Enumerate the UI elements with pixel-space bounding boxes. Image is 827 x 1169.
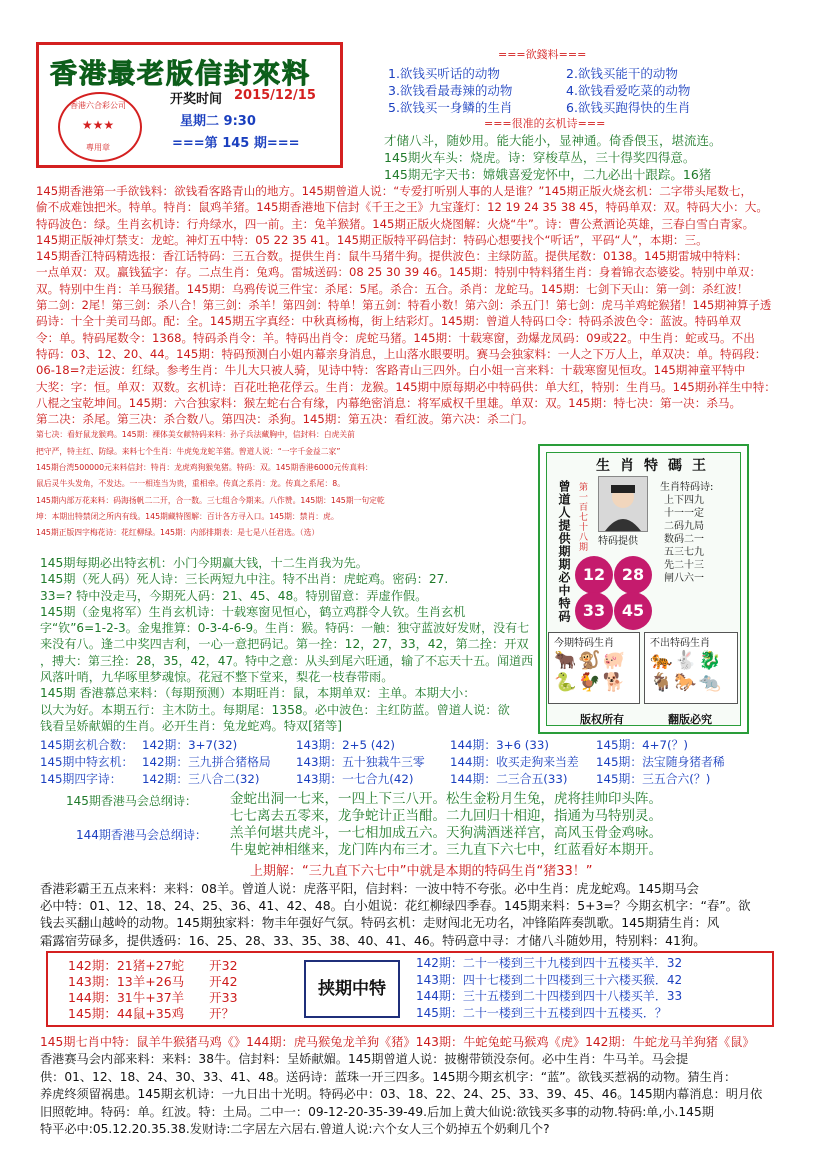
poem-line: 羔羊何堪共虎斗，一七相加成五六。天狗满酒迷祥宫，高风玉骨金鸡咏。 <box>230 825 662 841</box>
money-item: 2.欲钱买能干的动物 <box>566 66 678 81</box>
special-ball: 12 <box>575 556 613 594</box>
verse-line: 十一一定 <box>664 508 704 519</box>
table-cell: 145期：法宝随身猪者稀 <box>596 755 725 769</box>
bottom-left-row: 145期：44鼠+35鸡 开？ <box>68 1006 235 1021</box>
table-cell: 142期：三八合二(32) <box>142 772 260 786</box>
green-line: 145期（金鬼将军）生肖玄机诗：十载寒窗见恒心，鹤立鸡群令人钦。生肖玄机 <box>40 604 466 619</box>
center-label-box: 挟期中特 <box>304 960 400 1018</box>
copyright-right: 翻版必究 <box>668 713 712 726</box>
draw-issue: ===第 145 期=== <box>172 136 300 151</box>
racing-poem-145 <box>230 791 662 825</box>
special-ball: 45 <box>614 592 652 630</box>
table-row-label: 145期玄机合数： <box>40 738 134 752</box>
body-line: 八棍之宝乾坤间。145期：六合独家料：猴左蛇右合有缘，内幕绝密消息：将军威权千里雄。单双：双。145期：特七决：第一决：杀马。 <box>36 395 742 410</box>
body-line: 第二剑：2尾！第三剑：杀八合！第三剑：杀羊！第四剑：特单！第五剑：特看小数！第六剑：杀五门！第七剑：虎马羊鸡蛇猴猪！145期神算子透 <box>36 298 772 313</box>
body-line: 145期内部万花来料：码海扬帆二二开，合一数。三七组合今期来。八作赞。145期：145期一句定乾 <box>36 495 385 505</box>
table-cell: 145期：4+7(？) <box>596 738 689 752</box>
history-table <box>40 736 780 787</box>
king-vertical-left: 曾道人提供期期必中特码 <box>557 480 571 623</box>
body-line: 一点单双：双。赢钱猛字：存。二点生肖：兔鸡。雷城送码：08 25 30 39 46。145期：特别中特料猪生肖：身着锦衣态婆娑。特别中单双： <box>36 265 762 280</box>
bottom-left-row: 143期：13羊+26马 开42 <box>68 974 238 989</box>
final-line: 香港赛马会内部来料：来料：38牛。信封料：呈娇献媚。145期曾道人说：披榭带锁没奈何。必中生肖：牛马羊。马会提 <box>40 1052 689 1067</box>
green-line: 33=? 特中没走马，今期死人码：21、45、48。特别留意：弄虚作假。 <box>40 588 428 603</box>
copyright-left: 版权所有 <box>580 713 624 726</box>
body-line: 第二决：杀尾。第三决：杀合数八。第四决：杀狗。145期：第五决：看红波。第六决：杀二门。 <box>36 412 534 427</box>
body-line: 第七决：看好鼠龙猴鸡。145期：裸体美女献特码来料：孙子兵法藏胸中，信封料：白虎关前 <box>36 430 355 440</box>
bottom-para-line: 香港彩霸王五点来料：来料：08羊。曾道人说：虎落平阳，信封料：一波中特不夸张。必中生肖：虎龙蛇鸡。145期马会 <box>40 881 699 896</box>
month-zodiac-label: 今期特码生肖 <box>554 638 614 649</box>
poem-title: ===很准的玄机诗=== <box>484 117 606 130</box>
body-line: 145期香港第一手欲钱料：欲钱看客路青山的地方。145期曾道人说：“专爱打听别人事的人是谁？”145期正版火烧玄机：二字带头尾数七， <box>36 184 753 198</box>
body-line: 偷不成难蚀把米。特单。特肖：鼠鸡羊猪。145期香港地下信封《千王之王》九宝蓬灯：12 19 24 35 38 45，特码单双：双。特码大小：大。 <box>36 200 768 215</box>
table-cell: 143期：2+5 (42) <box>296 738 395 752</box>
bottom-right-row: 143期：四十七楼到二十四楼到三十六楼买猴．42 <box>416 972 683 987</box>
bottom-right-row: 145期：二十一楼到三十五楼到四十五楼买．？ <box>416 1005 667 1020</box>
final-line: 养虎终须留祸患。145期玄机诗：一九日出十光明。特码必中：03、18、22、24、25、33、39、45、46。145期内幕消息：明月依 <box>40 1087 763 1102</box>
last-issue-hint: 上期解：“三九直下六七中”中就是本期的特码生肖“猪33！” <box>250 864 593 879</box>
verse-line: 闸八六一 <box>664 573 704 584</box>
portrait-image <box>598 476 648 532</box>
special-ball: 33 <box>575 592 613 630</box>
table-row-label: 145期四字诗： <box>40 772 122 786</box>
final-paragraph <box>40 1034 785 1138</box>
body-line: 令：单。特码尾数令：1368。特码杀肖令：羊。特码出肖令：虎蛇马猪。145期：十载寒窗，劲爆龙凤码：09或22。中生肖：蛇或马。不出 <box>36 330 755 345</box>
money-title: ===欲錢料=== <box>498 48 587 61</box>
verse-column <box>664 494 704 585</box>
racing-poem-144-label: 144期香港马会总纲诗： <box>76 828 207 842</box>
body-line: 145期香江特码精选报：香江话特码：三五合数。提供生肖：鼠牛马猪牛狗。提供波色：主绿防蓝。提供尾数：0138。145期雷城中特料： <box>36 249 748 264</box>
bottom-left-row: 144期：31牛+37羊 开33 <box>68 990 238 1005</box>
portrait-label: 特码提供 <box>598 536 638 547</box>
table-cell: 145期：三五合六(？) <box>596 772 711 786</box>
bottom-right-list <box>416 955 682 1021</box>
money-item: 6.欲钱买跑得快的生肖 <box>566 100 691 115</box>
no-zodiac-label: 不出特码生肖 <box>650 638 710 649</box>
final-line: 供：01、12、18、24、30、33、41、48。送码诗：蓝珠一开三四多。145期今期玄机字：“蓝”。欲钱买惹祸的动物。猜生肖： <box>40 1069 737 1084</box>
table-cell: 142期：三九拼合猪格局 <box>142 755 271 769</box>
verse-line: 上下四九 <box>664 495 704 506</box>
seal-bottom-text: 專用章 <box>86 143 110 152</box>
poem-line: 145期无字天书：嫦娥喜爱宠怀中，二九必出十跟踪。16猪 <box>384 167 712 182</box>
body-line: 06-18=?走运波：红绿。参考生肖：牛儿大只被人骑，见诗中特：客路青山三四外。白小姐一言来料：十载寒窗见恒攻。145期神童平特中 <box>36 363 746 378</box>
green-line: 145期 香港慕总来料：（每期预测）本期旺肖：鼠，本期单双：主单。本期大小： <box>40 686 476 701</box>
table-row <box>40 753 780 770</box>
table-cell: 144期：3+6 (33) <box>450 738 549 752</box>
body-line: 码诗：十全十美司马郎。配：全。145期五字真经：中秋真杨梅，街上结彩灯。145期：曾道人特码口令：特码杀波色令：蓝波。特码单双 <box>36 314 742 329</box>
poem-line: 145期火车头：烧虎。诗：穿梭草丛，三十得奖四得意。 <box>384 150 696 165</box>
poem-line: 七七离去五零来，龙争蛇计正当酣。二九回归十相迎，指通为马特别灵。 <box>230 808 662 824</box>
draw-weekday: 星期二 9:30 <box>180 114 256 129</box>
verse-line: 二码九局 <box>664 521 704 532</box>
money-item: 5.欲钱买一身鳞的生肖 <box>388 100 513 115</box>
verse-line: 数码二一 <box>664 534 704 545</box>
bottom-para-line: 钱去买翻山越岭的动物。145期独家料：物丰年强好气氛。特码玄机：走财闯北无功名，冲锋陷阵奏凯歌。145期猜生肖：风 <box>40 915 720 931</box>
racing-poem-144 <box>230 825 662 859</box>
green-line: 145期每期必出特玄机：小门今期赢大钱，十二生肖我为先。 <box>40 556 368 570</box>
table-row <box>40 770 780 787</box>
table-cell: 142期：3+7(32) <box>142 738 238 752</box>
final-line: 145期七肖中特：鼠羊牛猴猪马鸡《》144期：虎马猴兔龙羊狗《猪》143期：牛蛇兔蛇马猴鸡《虎》142期：牛蛇龙马羊狗猪《鼠》 <box>40 1035 755 1049</box>
body-line: 145期正版四字梅花诗：花红柳绿。145期：内部排期表：是七是八任君选。（选） <box>36 528 320 538</box>
portrait-icon <box>599 477 647 531</box>
green-line: 字“钦”6=1-2-3。金鬼推算：0-3-4-6-9。生肖：猴。特码：一触：独守蓝波好发财，没有七 <box>40 621 530 636</box>
draw-time-label: 开奖时间 <box>170 92 223 107</box>
body-line: 大奖：字：恒。单双：双数。玄机诗：百花吐艳花俘云。生肖：龙猴。145期中原每期必中特码供：单大红，特别：生肖马。145期孙祥生中特： <box>36 379 776 394</box>
zodiac-animal-icons: 🐂🐒🐖 🐍🐓🐕 <box>554 650 628 693</box>
king-panel-title: 生肖特碼王 <box>596 458 716 474</box>
green-line: 以大为好。本期五行：主木防土。每期尾：1358。必中波色：主红防蓝。曾道人说：欲 <box>40 702 510 717</box>
seal-top-text: 香港六合彩公司 <box>70 101 126 110</box>
special-ball: 28 <box>614 556 652 594</box>
table-cell: 144期：收买走狗来当差 <box>450 755 579 769</box>
money-item: 1.欲钱买听话的动物 <box>388 66 500 81</box>
body-line: 坤：本期出特禁闭之所内有线。145期藏特图解：百计各方寻入口。145期：禁肖：虎。 <box>36 511 339 521</box>
green-line: 来没有八。逢二中奖四吉利，一心一意把码记。第一拴：12，27，33，42，第二拴：开双 <box>40 637 529 652</box>
bottom-paragraph <box>40 880 780 949</box>
bottom-left-row: 142期：21猪+27蛇 开32 <box>68 958 238 973</box>
bottom-para-line: 霜露宿劳碌多，提供透码：16、25、28、33、35、38、40、41、46。特码意中寻：才储八斗随妙用，特别料：41狗。 <box>40 932 706 948</box>
page-title: 香港最老版信封來料 <box>50 59 311 90</box>
bottom-right-row: 142期：二十一楼到三十九楼到四十五楼买羊．32 <box>416 956 683 970</box>
money-item: 3.欲钱看最毒辣的动物 <box>388 83 513 98</box>
green-line: 钱看呈娇献媚的生肖。必开生肖：兔龙蛇鸡。特双[猪等] <box>40 718 343 733</box>
bottom-right-row: 144期：三十五楼到二十四楼到四十八楼买羊．33 <box>416 989 683 1003</box>
table-cell: 144期：二三合五(33) <box>450 772 568 786</box>
table-cell: 143期：一七合九(42) <box>296 772 414 786</box>
racing-poem-145-label: 145期香港马会总纲诗： <box>66 794 197 808</box>
green-line: ，搏大：第三拴：28，35，42，47。特中之意：从头到尾六旺通，输了不忘天十五。闻道西 <box>40 653 534 668</box>
verse-line: 先二十三 <box>664 560 704 571</box>
body-line: 特码：03、12、20、44。145期：特码预测白小姐内幕亲身消息，上山落水眼要明。赛马会独家料：一人之下万人上，单双决：单。特码段： <box>36 346 767 361</box>
king-vertical-mid: 第一百七十八期 <box>577 482 587 552</box>
poem-line: 才储八斗，随妙用。能大能小，显神通。倚香偎玉，堪流连。 <box>384 133 722 148</box>
body-line: 特码波色：绿。生肖玄机诗：行舟绿水，四一前。主：兔羊猴猪。145期正版火烧图解：火烧“牛”。诗：曹公煮酒论英雄，三春白雪白青家。 <box>36 216 755 231</box>
seal-stars: ★★★ <box>81 118 115 132</box>
body-line: 145期台湾500000元来料信封：特肖：龙虎鸡狗猴兔猪。特码：双。145期香港6000元传真料： <box>36 463 373 473</box>
body-line: 鼠后灵牛头发角，不发达。一一相连当为贵，重相牵。传真之系肖：龙。传真之系尾：8。 <box>36 479 346 489</box>
final-line: 旧照乾坤。特码：单。红波。特：土局。二中一：09-12-20-35-39-49.后加上黄大仙说:欲钱买多事的动物.特码:单,小.145期 <box>40 1104 714 1119</box>
green-text-block <box>40 555 535 734</box>
zodiac-animal-icons: 🐅🐇🐉 🐐🐎🐀 <box>650 650 724 693</box>
green-line: 145期（死人码）死人诗：三长两短九中注。特不出肖：虎蛇鸡。密码：27. <box>40 572 449 587</box>
poem-line: 金蛇出洞一七来，一四上下三八开。松生金粉月生兔，虎将挂帅印头阵。 <box>230 791 662 807</box>
table-row-label: 145期中特玄机： <box>40 755 134 769</box>
table-row <box>40 736 780 753</box>
body-line: 145期正版神灯禁支：龙蛇。神灯五中特：05 22 35 41。145期正版特平码信封：特码心想要找个“听话”，平码“人”，本期：三。 <box>36 232 708 247</box>
draw-time-date: 2015/12/15 <box>234 88 316 103</box>
final-line: 特平必中:05.12.20.35.38.发财诗:二字居左六居右.曾道人说:六个女人三个奶掉五个奶剩几个? <box>40 1122 550 1137</box>
bottom-left-list <box>68 958 238 1022</box>
verse-label: 生肖特码诗: <box>660 482 714 493</box>
body-line: 双。特别中生肖：羊马猴猪。145期：乌鸦传说三件宝：杀尾：5尾。杀合：五合。杀肖：龙蛇马。145期：七剑下天山：第一剑：杀红波！ <box>36 281 749 296</box>
poem-line: 牛鬼蛇神相继来，龙门阵内布三才。三九直下六七中，红蓝看好本期开。 <box>230 842 662 858</box>
bottom-para-line: 必中特：01、12、18、24、25、36、41、42、48。白小姐说：花红柳绿四季春。145期来料：5+3=？今期玄机字：“春”。欲 <box>40 898 751 914</box>
body-line: 把守严，特主红、防绿。来料七个生肖：牛虎兔龙蛇羊猪。曾道人说：“一字千金益二家” <box>36 446 341 456</box>
money-item: 4.欲钱看爱吃菜的动物 <box>566 83 691 98</box>
green-line: 风落叶哨，九华啄里梦魂惊。花冠不整下堂来，梨花一枝春带雨。 <box>40 670 394 685</box>
verse-line: 五三七九 <box>664 547 704 558</box>
table-cell: 143期：五十独栽牛三零 <box>296 755 425 769</box>
